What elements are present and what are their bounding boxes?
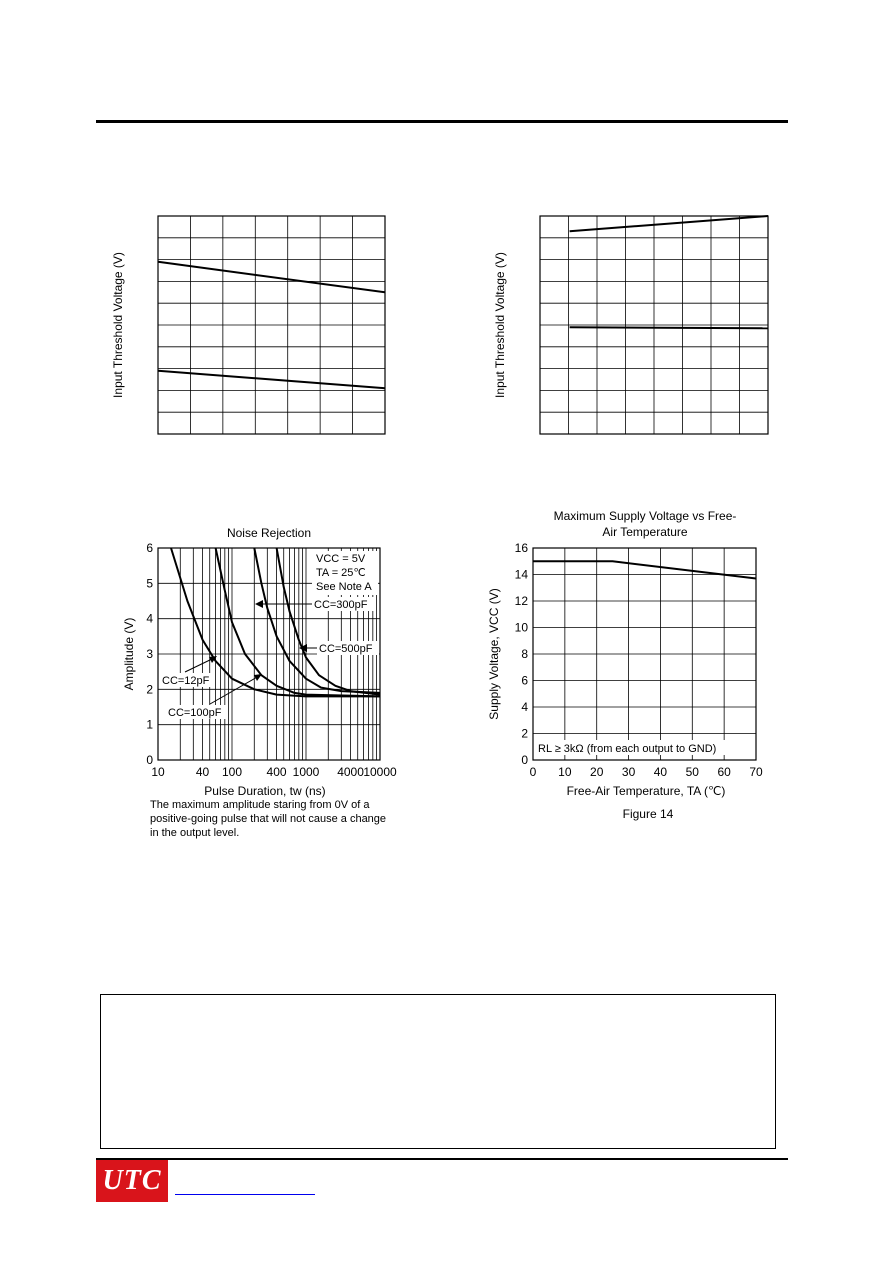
- y-axis-label: Input Threshold Voltage (V): [493, 252, 507, 398]
- note-box: [100, 994, 776, 1149]
- series-line-0: [533, 561, 756, 578]
- y-tick-label: 4: [521, 700, 528, 714]
- series-lines: [570, 216, 768, 328]
- y-tick-labels: [515, 541, 529, 767]
- utc-logo: [96, 1160, 168, 1202]
- series-line-0: [570, 216, 768, 231]
- condition-vcc: VCC = 5V: [316, 553, 366, 565]
- grid: [158, 216, 385, 434]
- y-tick-label: 2: [521, 726, 528, 741]
- y-axis-label: Supply Voltage, VCC (V): [487, 588, 501, 720]
- x-tick-label: 1000: [292, 765, 320, 779]
- y-tick-label: 16: [514, 541, 528, 555]
- y-axis-label: Input Threshold Voltage (V): [111, 252, 125, 398]
- series-line-1: [158, 371, 385, 388]
- threshold-chart-left: [111, 216, 385, 434]
- y-tick-label: 14: [514, 567, 528, 582]
- x-tick-label: 10: [151, 765, 165, 779]
- y-tick-label: 12: [514, 594, 528, 608]
- y-tick-label: 5: [146, 576, 153, 591]
- grid: [533, 548, 756, 760]
- x-tick-label: 70: [749, 765, 763, 779]
- x-tick-label: 60: [717, 765, 731, 779]
- noise-rejection-chart: [122, 526, 397, 846]
- x-axis-label: Pulse Duration, tw (ns): [204, 784, 326, 798]
- x-tick-label: 400: [266, 765, 287, 779]
- max-supply-voltage-chart: [487, 508, 770, 821]
- x-tick-labels: [530, 765, 763, 779]
- threshold-chart-right: [493, 216, 768, 434]
- condition-note: See Note A: [316, 581, 372, 593]
- logo-text: UTC: [102, 1165, 162, 1196]
- y-tick-labels: [146, 541, 153, 767]
- note-wrapper: [150, 798, 390, 846]
- label-cc-12pf: CC=12pF: [162, 675, 210, 687]
- arrowhead-300pf: [255, 600, 263, 608]
- y-axis-label: Amplitude (V): [122, 617, 136, 691]
- chart-title: Noise Rejection: [226, 526, 312, 540]
- label-cc-300pf: CC=300pF: [314, 599, 368, 611]
- title-wrapper: [520, 508, 770, 542]
- y-tick-label: 2: [146, 682, 153, 697]
- y-tick-label: 6: [521, 673, 528, 688]
- y-tick-label: 0: [146, 753, 153, 767]
- x-tick-label: 0: [529, 765, 537, 779]
- label-cc-100pf: CC=100pF: [168, 707, 222, 719]
- chart-annotation: RL ≥ 3kΩ (from each output to GND): [538, 743, 717, 755]
- grid: [540, 216, 768, 434]
- arrowhead-100pf: [254, 674, 262, 681]
- series-line-1: [570, 327, 768, 328]
- x-axis-label: Free-Air Temperature, TA (℃): [566, 784, 726, 798]
- x-tick-label: 10: [558, 765, 572, 779]
- x-tick-label: 4000: [337, 765, 364, 779]
- x-tick-label: 30: [621, 765, 636, 779]
- x-tick-label: 40: [653, 765, 668, 779]
- chart-title: Maximum Supply Voltage vs Free-Air Temperature: [553, 509, 737, 539]
- y-tick-label: 1: [146, 717, 153, 732]
- x-tick-label: 20: [590, 765, 604, 779]
- x-tick-label: 100: [221, 765, 243, 779]
- y-tick-label: 4: [146, 611, 153, 626]
- condition-ta: TA = 25℃: [316, 567, 366, 579]
- noise-note: The maximum amplitude staring from 0V of a positive-going pulse that will not cause a change in the output level.: [150, 799, 387, 839]
- x-tick-label: 50: [685, 765, 699, 779]
- y-tick-label: 10: [514, 620, 528, 635]
- x-tick-label: 40: [195, 765, 210, 779]
- y-tick-label: 6: [146, 541, 153, 555]
- series-lines: [533, 561, 756, 578]
- series-line-0: [158, 262, 385, 293]
- y-tick-label: 0: [521, 753, 528, 767]
- x-tick-label: 10000: [363, 765, 397, 779]
- x-tick-labels: [151, 765, 397, 779]
- y-tick-label: 3: [146, 647, 153, 661]
- label-cc-500pf: CC=500pF: [319, 643, 373, 655]
- figure-caption: Figure 14: [622, 807, 674, 821]
- y-tick-label: 8: [521, 647, 528, 661]
- footer-link[interactable]: [175, 1194, 315, 1195]
- footer-rule: [96, 1158, 788, 1160]
